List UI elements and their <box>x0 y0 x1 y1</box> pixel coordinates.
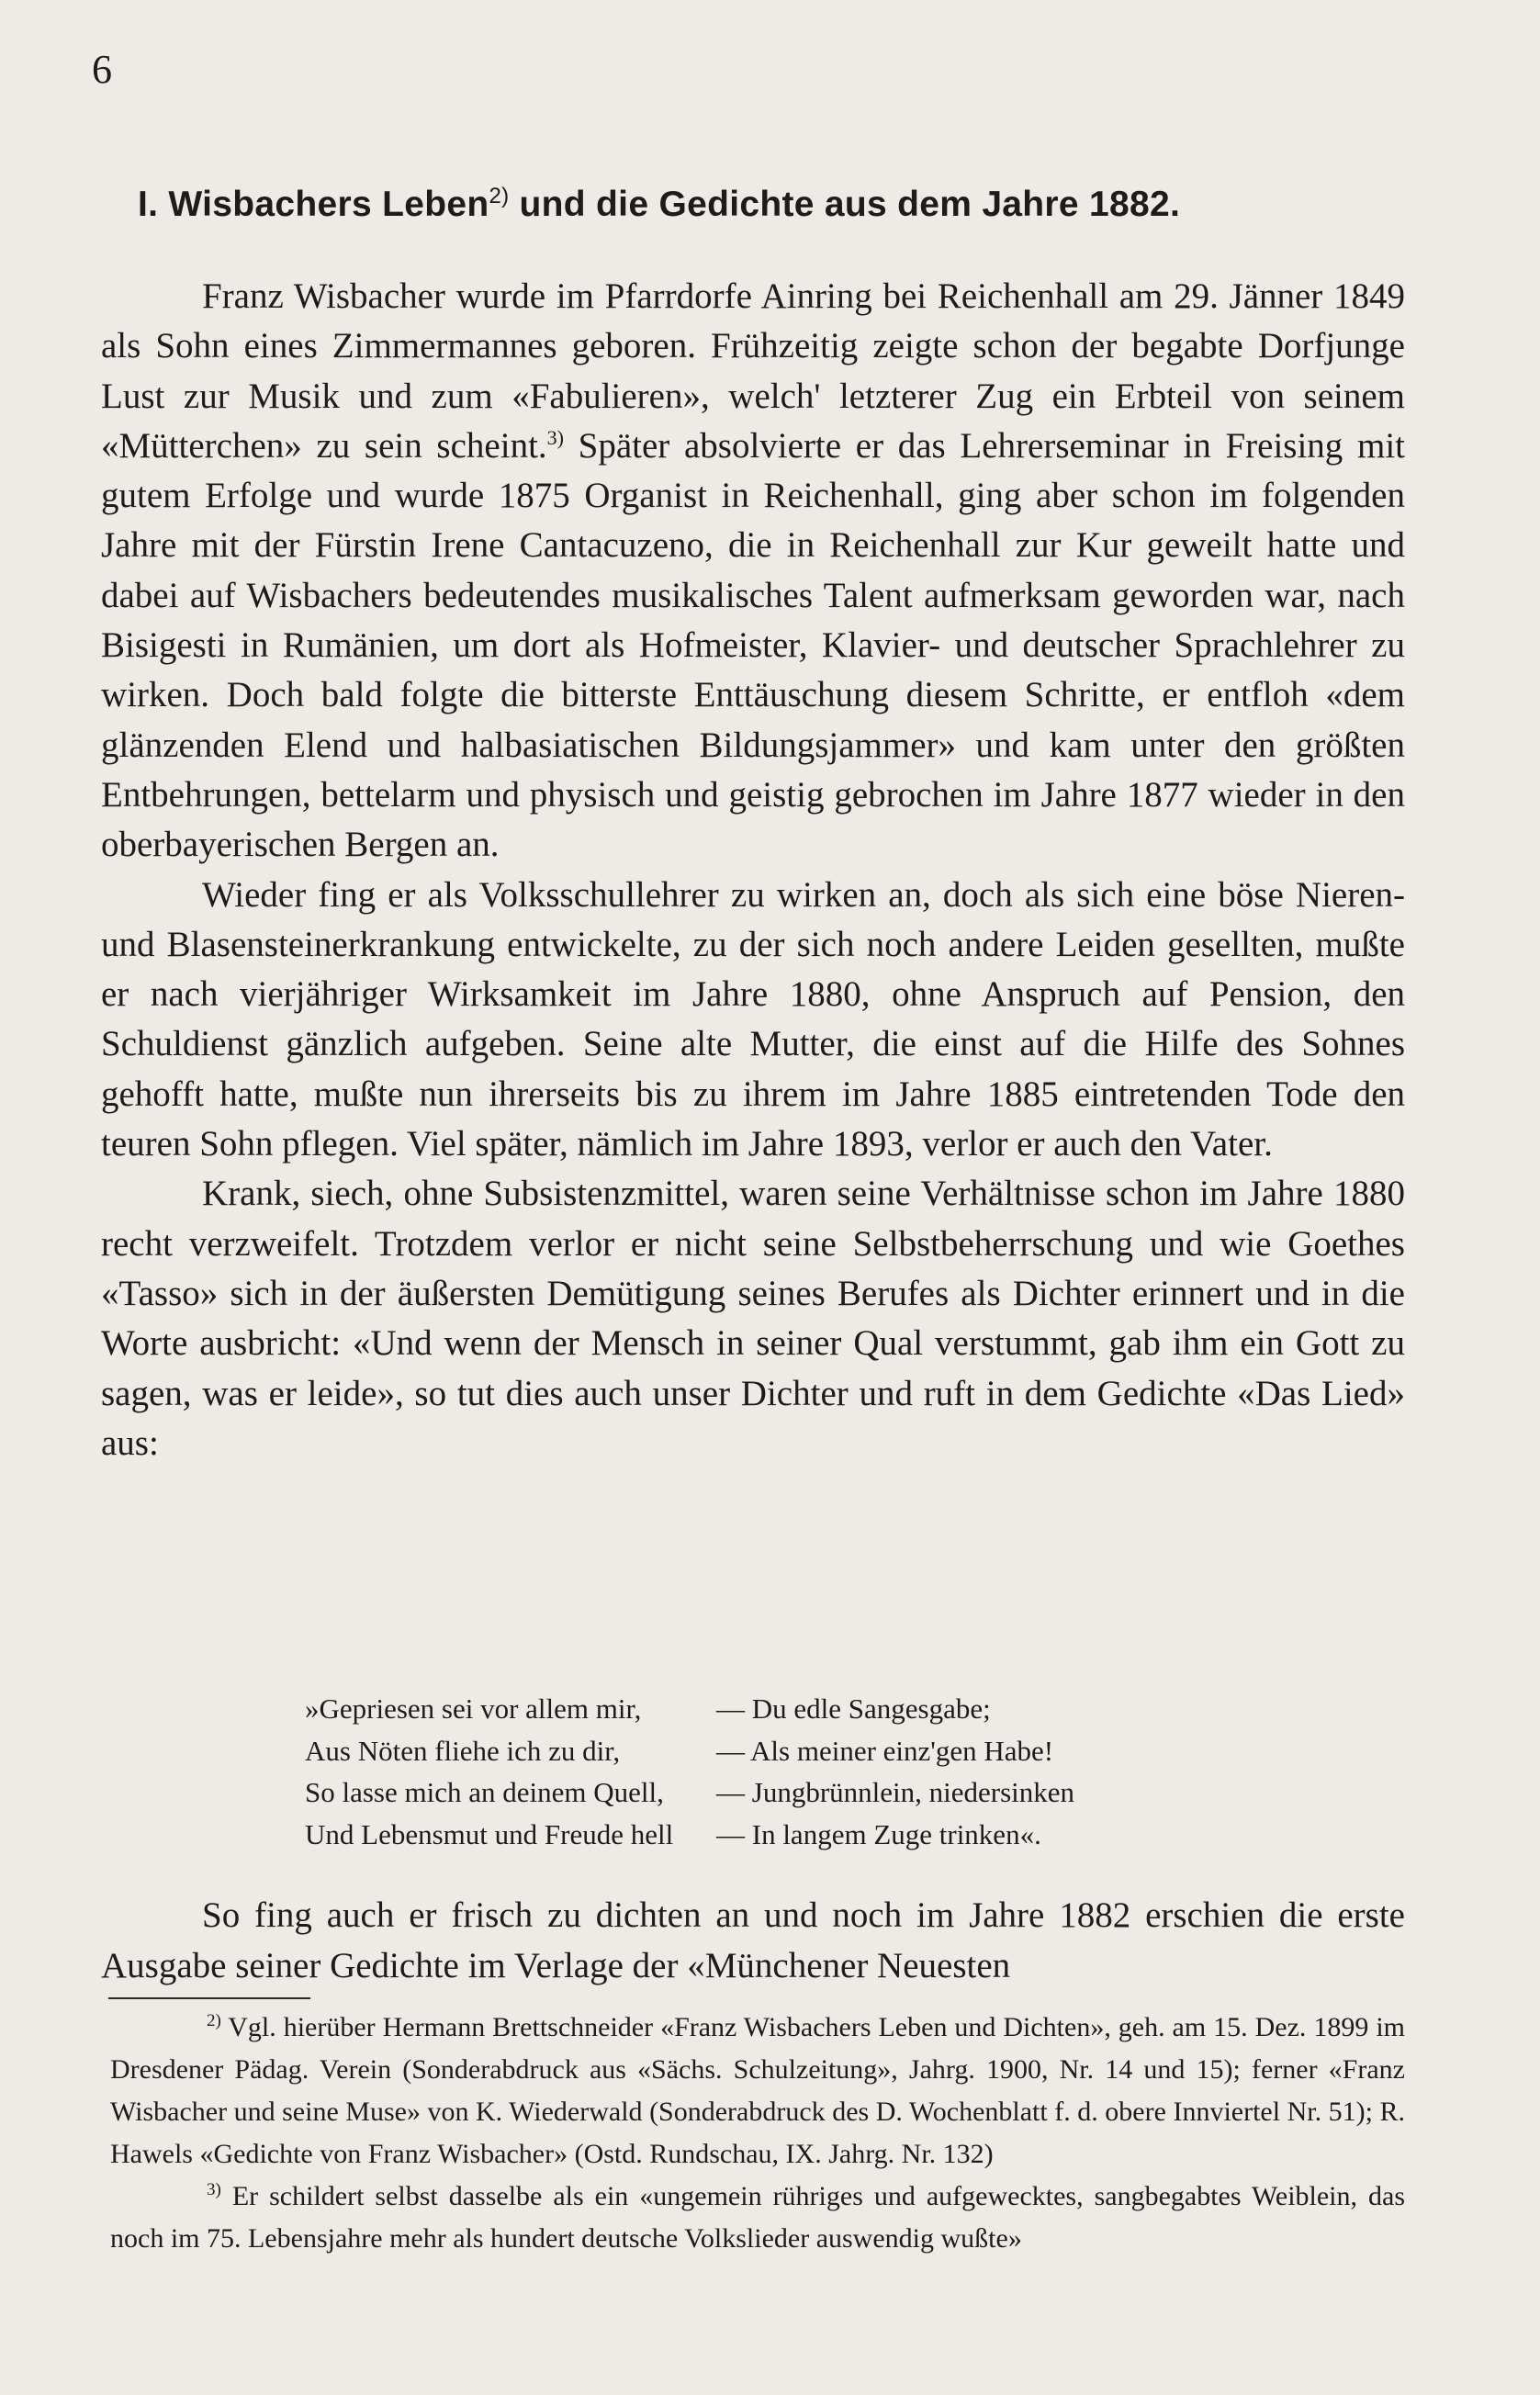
body-text-continued <box>101 1890 1405 1991</box>
paragraph-1 <box>101 272 1405 871</box>
poem-quote <box>305 1688 1223 1855</box>
footnotes <box>110 2007 1405 2260</box>
body-text <box>101 272 1405 1468</box>
footnote-2 <box>110 2007 1405 2176</box>
footnote-2-text: Vgl. hierüber Hermann Brettschneider «Franz Wisbachers Leben und Dichten», geh. am 15. Dez. 1899 im Dresdener Pädag. Verein (Sonderabdruck aus «Sächs. Schulzeitung», Jahrg. 1900, Nr. 14 und 15); ferner «Franz Wisbacher und seine Muse» von K. Wiederwald (Sonderabdruck des D. Wochenblatt f. d. obere Innviertel Nr. 51); R. Hawels «Gedichte von Franz Wisbacher» (Ostd. Rundschau, IX. Jahrg. Nr. 132) <box>110 2012 1405 2169</box>
footnote-ref-3: 3) <box>546 425 564 449</box>
chapter-title-text: I. Wisbachers Leben <box>138 185 489 224</box>
paragraph-4: So fing auch er frisch zu dichten an und noch im Jahre 1882 erschien die erste Ausgabe seiner Gedichte im Verlage der «Münchener Neuesten <box>101 1895 1405 1985</box>
chapter-title-text-rest: und die Gedichte aus dem Jahre 1882. <box>509 185 1181 224</box>
page-number: 6 <box>92 47 112 92</box>
footnote-3-mark: 3) <box>207 2180 221 2199</box>
paragraph-1-text-a: Franz Wisbacher wurde im Pfarrdorfe Ainring bei Reichenhall am 29. Jänner 1849 als Sohn eines Zimmermannes geboren. Frühzeitig zeigte schon der begabte Dorfjunge Lust zur Musik und zum «Fabulieren», welch' letzterer Zug ein Erbteil von seinem «Mütterchen» zu sein scheint. <box>101 276 1405 466</box>
poem-line-second-half: — In langem Zuge trinken«. <box>716 1817 1041 1850</box>
poem-line <box>305 1730 1223 1772</box>
chapter-title <box>138 184 1414 225</box>
footnote-divider <box>108 1997 310 1999</box>
paragraph-1-text-b: Später absolvierte er das Lehrerseminar in Freising mit gutem Erfolge und wurde 1875 Organist in Reichenhall, ging aber schon im folgenden Jahre mit der Fürstin Irene Cantacuzeno, die in Reichenhall zur Kur geweilt hatte und dabei auf Wisbachers bedeutendes musikalisches Talent aufmerksam geworden war, nach Bisigesti in Rumänien, um dort als Hofmeister, Klavier- und deutscher Sprachlehrer zu wirken. Doch bald folgte die bitterste Enttäuschung diesem Schritte, er entfloh «dem glänzenden Elend und halbasiatischen Bildungsjammer» und kam unter den größten Entbehrungen, bettelarm und physisch und geistig gebrochen im Jahre 1877 wieder in den oberbayerischen Bergen an. <box>101 425 1405 865</box>
footnote-ref-2: 2) <box>489 184 510 208</box>
footnote-2-mark: 2) <box>207 2011 221 2030</box>
poem-line-first-half: Aus Nöten fliehe ich zu dir, <box>305 1734 621 1767</box>
footnote-3 <box>110 2176 1405 2260</box>
poem-line <box>305 1814 1223 1856</box>
poem-line-second-half: — Als meiner einz'gen Habe! <box>716 1734 1054 1767</box>
footnote-3-text: Er schildert selbst dasselbe als ein «ungemein rühriges und aufgewecktes, sangbegabtes Weiblein, das noch im 75. Lebensjahre mehr als hundert deutsche Volkslieder auswendig wußte» <box>110 2181 1405 2254</box>
poem-line <box>305 1688 1223 1730</box>
poem-line-second-half: — Jungbrünnlein, niedersinken <box>716 1776 1075 1808</box>
poem-line-first-half: »Gepriesen sei vor allem mir, <box>305 1692 642 1725</box>
poem-line <box>305 1771 1223 1814</box>
paragraph-2: Wieder fing er als Volksschullehrer zu wirken an, doch als sich eine böse Nieren- und Blasensteinerkrankung entwickelte, zu der sich noch andere Leiden gesellten, mußte er nach vierjähriger Wirksamkeit im Jahre 1880, ohne Anspruch auf Pension, den Schuldienst gänzlich aufgeben. Seine alte Mutter, die einst auf die Hilfe des Sohnes gehofft hatte, mußte nun ihrerseits bis zu ihrem im Jahre 1885 eintretenden Tode den teuren Sohn pflegen. Viel später, nämlich im Jahre 1893, verlor er auch den Vater. <box>101 874 1405 1164</box>
paragraph-3: Krank, siech, ohne Subsistenzmittel, waren seine Verhältnisse schon im Jahre 1880 recht verzweifelt. Trotzdem verlor er nicht seine Selbstbeherrschung und wie Goethes «Tasso» sich in der äußersten Demütigung seines Berufes als Dichter erinnert und in die Worte ausbricht: «Und wenn der Mensch in seiner Qual verstummt, gab ihm ein Gott zu sagen, was er leide», so tut dies auch unser Dichter und ruft in dem Gedichte «Das Lied» aus: <box>101 1174 1405 1463</box>
poem-line-first-half: Und Lebensmut und Freude hell <box>305 1817 674 1850</box>
poem-line-first-half: So lasse mich an deinem Quell, <box>305 1776 664 1808</box>
poem-line-second-half: — Du edle Sangesgabe; <box>716 1692 991 1725</box>
